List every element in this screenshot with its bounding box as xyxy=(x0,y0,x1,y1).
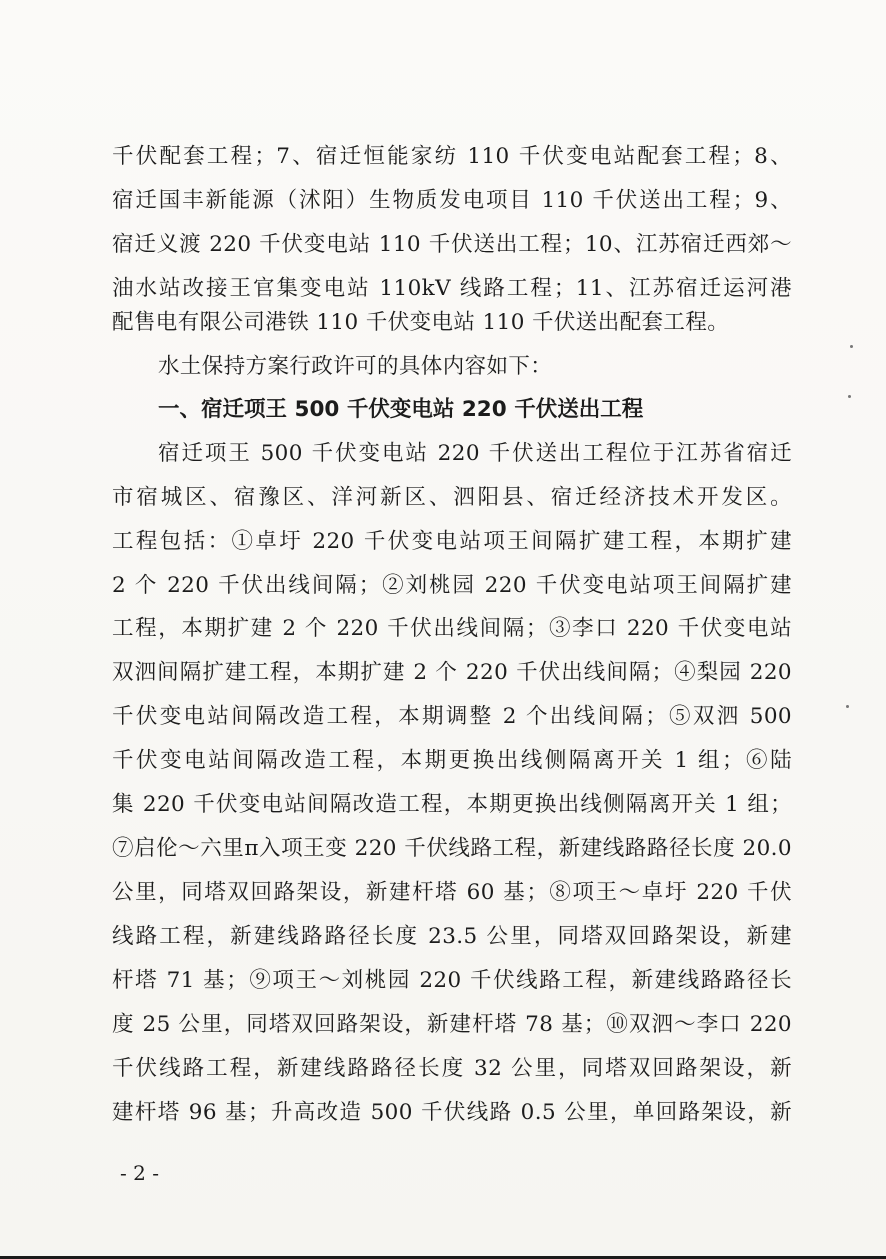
scan-speck xyxy=(848,395,851,398)
body-line: 工程包括：①卓圩 220 千伏变电站项王间隔扩建工程，本期扩建 xyxy=(112,529,792,554)
body-line: 市宿城区、宿豫区、洋河新区、泗阳县、宿迁经济技术开发区。 xyxy=(112,485,792,510)
page-number: - 2 - xyxy=(120,1161,159,1185)
body-line: 千伏变电站间隔改造工程，本期更换出线侧隔离开关 1 组；⑥陆 xyxy=(112,748,792,773)
body-line: 2 个 220 千伏出线间隔；②刘桃园 220 千伏变电站项王间隔扩建 xyxy=(112,573,792,598)
body-line: 千伏变电站间隔改造工程，本期调整 2 个出线间隔；⑤双泗 500 xyxy=(112,704,792,729)
body-line: 集 220 千伏变电站间隔改造工程，本期更换出线侧隔离开关 1 组； xyxy=(112,792,792,817)
body-line: ⑦启伦～六里π入项王变 220 千伏线路工程，新建线路路径长度 20.0 xyxy=(112,836,792,861)
body-line: 千伏线路工程，新建线路路径长度 32 公里，同塔双回路架设，新 xyxy=(112,1056,792,1081)
intro-line: 水土保持方案行政许可的具体内容如下： xyxy=(158,354,553,379)
paragraph-line: 千伏配套工程；7、宿迁恒能家纺 110 千伏变电站配套工程；8、 xyxy=(112,144,792,169)
paragraph-line: 油水站改接王官集变电站 110kV 线路工程；11、江苏宿迁运河港 xyxy=(112,276,792,301)
body-line: 工程，本期扩建 2 个 220 千伏出线间隔；③李口 220 千伏变电站 xyxy=(112,616,792,641)
paragraph-line: 配售电有限公司港铁 110 千伏变电站 110 千伏送出配套工程。 xyxy=(112,310,730,335)
body-line: 建杆塔 96 基；升高改造 500 千伏线路 0.5 公里，单回路架设，新 xyxy=(112,1100,792,1125)
body-line: 线路工程，新建线路路径长度 23.5 公里，同塔双回路架设，新建 xyxy=(112,924,792,949)
paragraph-line: 宿迁义渡 220 千伏变电站 110 千伏送出工程；10、江苏宿迁西郊～ xyxy=(112,232,792,257)
body-line: 宿迁项王 500 千伏变电站 220 千伏送出工程位于江苏省宿迁 xyxy=(158,441,792,466)
body-line: 杆塔 71 基；⑨项王～刘桃园 220 千伏线路工程，新建线路路径长 xyxy=(112,968,792,993)
body-line: 公里，同塔双回路架设，新建杆塔 60 基；⑧项王～卓圩 220 千伏 xyxy=(112,880,792,905)
scan-speck xyxy=(846,705,849,708)
scan-speck xyxy=(850,345,853,348)
body-line: 双泗间隔扩建工程，本期扩建 2 个 220 千伏出线间隔；④梨园 220 xyxy=(112,660,792,685)
section-heading: 一、宿迁项王 500 千伏变电站 220 千伏送出工程 xyxy=(158,397,644,422)
body-line: 度 25 公里，同塔双回路架设，新建杆塔 78 基；⑩双泗～李口 220 xyxy=(112,1012,792,1037)
paragraph-line: 宿迁国丰新能源（沭阳）生物质发电项目 110 千伏送出工程；9、 xyxy=(112,188,792,213)
